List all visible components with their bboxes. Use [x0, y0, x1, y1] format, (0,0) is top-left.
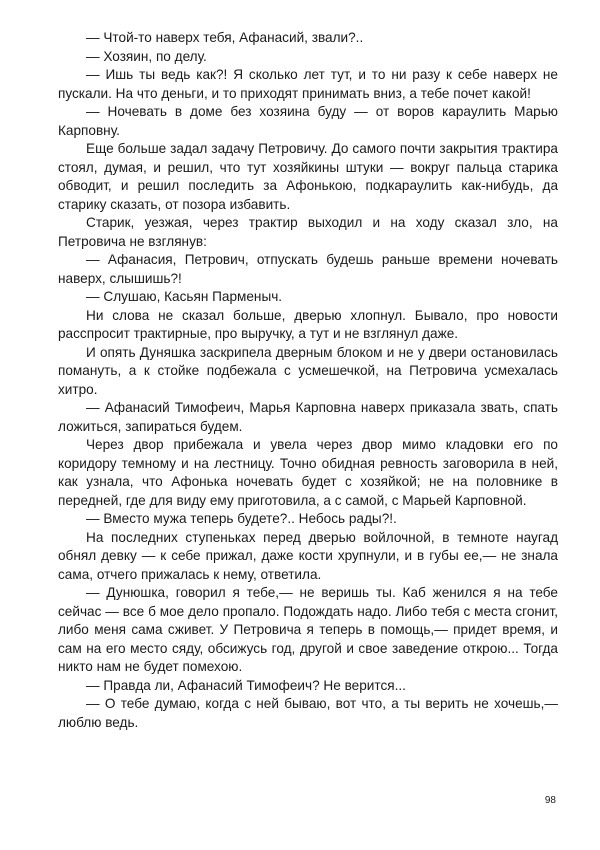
- paragraph-10: И опять Дуняшка заскрипела дверным блоком и не у двери остановилась помануть, а к стойке подбежала с усмешечкой, на Петровича усмехалась хитро.: [58, 344, 558, 397]
- paragraph-2: — Хозяин, по делу.: [86, 48, 207, 64]
- paragraph-15: — Дунюшка, говорил я тебе,— не веришь ты. Каб женился я на тебе сейчас — все б мое дело пропало. Подождать надо. Либо тебя с места сгонит, либо меня сама сживет. У Петровича я теперь в помощь,— придет время, и сам на его место сяду, обсижусь год, другой и свое заведение открою... Тогда никто нам не будет помехою.: [58, 585, 558, 674]
- paragraph-4: — Ночевать в доме без хозяина буду — от воров караулить Марью Карповну.: [58, 104, 558, 138]
- paragraph-6: Старик, уезжая, через трактир выходил и на ходу сказал зло, на Петровича не взглянув:: [58, 215, 558, 249]
- paragraph-14: На последних ступеньках перед дверью войлочной, в темноте наугад обнял девку — к себе прижал, даже кости хрупнули, и в губы ее,— не знала сама, отчего прижалась к нему, ответила.: [58, 529, 558, 582]
- paragraph-3: — Ишь ты ведь как?! Я сколько лет тут, и то ни разу к себе наверх не пускали. На что деньги, и то приходят принимать вниз, а тебе почет какой!: [58, 67, 558, 101]
- page-text: [58, 29, 558, 732]
- paragraph-5: Еще больше задал задачу Петровичу. До самого почти закрытия трактира стоял, думая, и решил, что тут хозяйкины штуки — вокруг пальца старика обводит, и решил последить за Афонькою, подкараулить как-нибудь, да старику сказать, от позора избавить.: [58, 141, 558, 212]
- page-number: 98: [544, 795, 556, 806]
- paragraph-7: — Афанасия, Петрович, отпускать будешь раньше времени ночевать наверх, слышишь?!: [58, 252, 558, 286]
- paragraph-9: Ни слова не сказал больше, дверью хлопнул. Бывало, про новости расспросит трактирные, про выручку, а тут и не взглянул даже.: [58, 307, 558, 341]
- paragraph-16: — Правда ли, Афанасий Тимофеич? Не верится...: [86, 677, 406, 693]
- paragraph-1: — Чтой-то наверх тебя, Афанасий, звали?..: [86, 30, 364, 45]
- paragraph-12: Через двор прибежала и увела через двор мимо кладовки его по коридору темному и на лестницу. Точно обидная ревность заговорила в ней, как узнала, что Афонька ночевать будет с хозяйкой; не на половнике в передней, где для виду ему приготовила, а с самой, с Марьей Карповной.: [58, 437, 558, 508]
- paragraph-17: — О тебе думаю, когда с ней бываю, вот что, а ты верить не хочешь,— люблю ведь.: [58, 696, 558, 730]
- paragraph-13: — Вместо мужа теперь будете?.. Небось рады?!.: [86, 511, 397, 526]
- paragraph-11: — Афанасий Тимофеич, Марья Карповна наверх приказала звать, спать ложиться, запираться будем.: [58, 400, 558, 434]
- paragraph-8: — Слушаю, Касьян Парменыч.: [86, 289, 283, 304]
